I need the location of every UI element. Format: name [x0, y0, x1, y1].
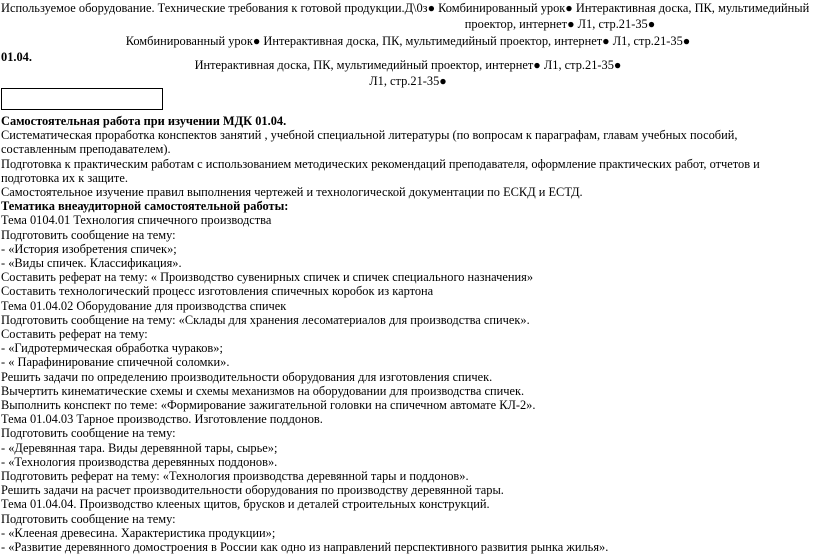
- topic-title: Тема 01.04.03 Тарное производство. Изготовление поддонов.: [1, 412, 323, 427]
- list-item: - «Гидротермическая обработка чураков»;: [1, 341, 223, 356]
- topics-heading: Тематика внеаудиторной самостоятельной работы:: [1, 199, 289, 214]
- text-line: Подготовка к практическим работам с использованием методических рекомендаций преподавателя, оформление практических работ, отчетов и: [1, 156, 760, 171]
- text-line: Подготовить реферат на тему: «Технология производства деревянной тары и поддонов».: [1, 469, 469, 483]
- header-line-3: Комбинированный урок● Интерактивная доска, ПК, мультимедийный проектор, интернет● Л1, стр.21-35●: [125, 34, 691, 48]
- list-item: - « Парафинирование спичечной соломки».: [1, 355, 230, 370]
- text-line: подготовка их к защите.: [1, 170, 128, 185]
- section-title: Самостоятельная работа при изучении МДК 01.04.: [1, 114, 287, 128]
- text-line: Самостоятельное изучение правил выполнения чертежей и технологической документации по ЕСКД и ЕСТД.: [1, 185, 583, 199]
- header-line-5: Л1, стр.21-35●: [369, 74, 447, 88]
- list-item: - «История изобретения спичек»;: [1, 241, 177, 256]
- header-line-1: Используемое оборудование. Технические требования к готовой продукции.Д\0з● Комбинированный урок● Интерактивная доска, ПК, мультимедийный: [1, 1, 810, 15]
- header-code: 01.04.: [1, 50, 32, 64]
- list-item: - «Виды спичек. Классификация».: [1, 256, 182, 270]
- text-line: Подготовить сообщение на тему:: [1, 511, 176, 526]
- text-line: Составить реферат на тему:: [1, 327, 148, 341]
- list-item: - «Клееная древесина. Характеристика продукции»;: [1, 525, 276, 540]
- empty-table-cell: [1, 88, 163, 110]
- text-line: Подготовить сообщение на тему: «Склады для хранения лесоматериалов для производства спичек».: [1, 312, 530, 327]
- text-line: Составить реферат на тему: « Производство сувенирных спичек и спичек специального назначения»: [1, 270, 534, 285]
- text-line: составленным преподавателем).: [1, 142, 171, 157]
- list-item: - «Развитие деревянного домостроения в России как одно из направлений перспективного развития рынка жилья».: [1, 540, 609, 554]
- header-line-2: проектор, интернет● Л1, стр.21-35●: [464, 17, 656, 31]
- list-item: - «Деревянная тара. Виды деревянной тары, сырье»;: [1, 440, 278, 455]
- text-line: Составить технологический процесс изготовления спичечных коробок из картона: [1, 284, 434, 299]
- text-line: Подготовить сообщение на тему:: [1, 227, 176, 242]
- topic-title: Тема 01.04.04. Производство клееных щитов, брусков и деталей строительных конструкций.: [1, 497, 490, 512]
- text-line: Выполнить конспект по теме: «Формирование зажигательной головки на спичечном автомате КЛ-2».: [1, 398, 536, 412]
- header-line-4: Интерактивная доска, ПК, мультимедийный проектор, интернет● Л1, стр.21-35●: [194, 58, 622, 72]
- list-item: - «Технология производства деревянных поддонов».: [1, 454, 278, 469]
- text-line: Вычертить кинематические схемы и схемы механизмов на оборудовании для производства спичек.: [1, 383, 525, 398]
- topic-title: Тема 01.04.02 Оборудование для производства спичек: [1, 298, 287, 313]
- text-line: Решить задачи по определению производительности оборудования для изготовления спичек.: [1, 369, 493, 384]
- text-line: Подготовить сообщение на тему:: [1, 426, 176, 441]
- text-line: Систематическая проработка конспектов занятий , учебной специальной литературы (по вопросам к параграфам, главам учебных пособий,: [1, 128, 738, 143]
- topic-title: Тема 0104.01 Технология спичечного производства: [1, 213, 272, 228]
- text-line: Решить задачи на расчет производительности оборудования по производству деревянной тары.: [1, 483, 504, 498]
